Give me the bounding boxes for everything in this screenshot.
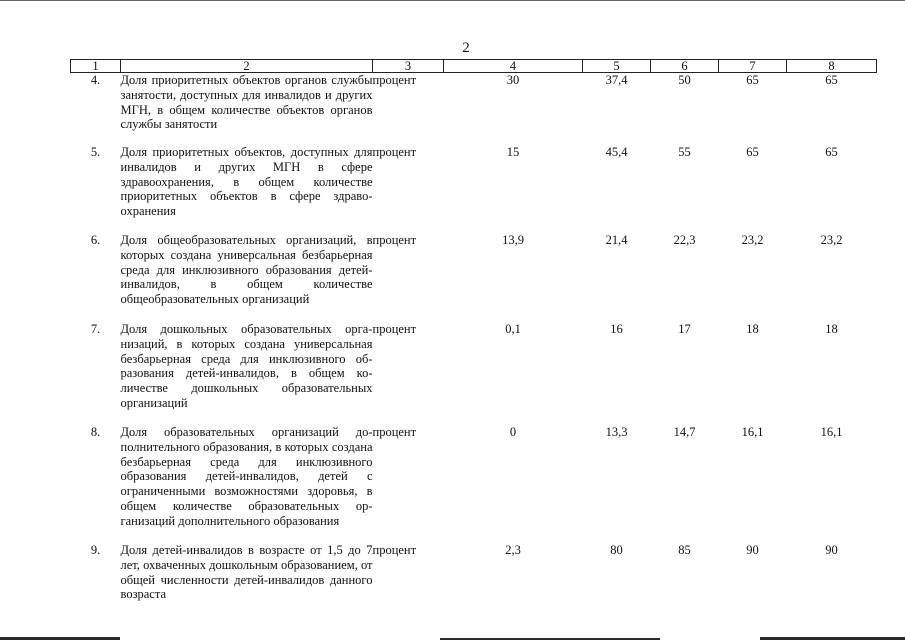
- value-cell: 65: [746, 73, 759, 87]
- table-row: [71, 73, 877, 146]
- value-cell: 16: [610, 322, 623, 336]
- value-cell: 30: [506, 73, 520, 87]
- unit-of-measure: процент: [372, 233, 417, 247]
- value-cell: 13,3: [605, 425, 628, 439]
- indicator-description: Доля приоритетных объектов органов службы занятости, доступных для инвалидов и других МГН, в общем количестве объектов органов службы занятости: [120, 73, 373, 132]
- value-cell: 18: [825, 322, 838, 336]
- value-cell: 0: [509, 425, 517, 439]
- row-number: 9.: [90, 543, 101, 557]
- unit-of-measure: процент: [372, 145, 417, 159]
- column-header: 6: [651, 60, 719, 73]
- value-cell: 90: [746, 543, 759, 557]
- value-cell: 65: [746, 145, 759, 159]
- unit-of-measure: процент: [372, 322, 417, 336]
- unit-of-measure: процент: [372, 543, 417, 557]
- column-header: 8: [787, 60, 877, 73]
- indicator-description: Доля общеобразовательных организаций, в которых создана универсальная безбарьерная среда для инклюзивного образования детей-инвалидов, в общем количестве общеобразовательных организаций: [120, 233, 373, 307]
- indicator-description: Доля приоритетных объектов, доступных для инвалидов и других МГН в сфере здравоохранения, в общем количестве приоритетных объектов в сфере здравоохранения: [120, 145, 373, 219]
- table-row: [71, 543, 877, 605]
- page-number: 2: [462, 40, 470, 56]
- table-row: [71, 233, 877, 322]
- column-header: 1: [71, 60, 121, 73]
- value-cell: 23,2: [741, 233, 764, 247]
- value-cell: 65: [825, 145, 838, 159]
- value-cell: 90: [825, 543, 838, 557]
- scan-edge-top: [0, 0, 905, 1]
- table-row: [71, 425, 877, 543]
- indicator-table: [70, 59, 877, 605]
- row-number: 4.: [90, 73, 101, 87]
- value-cell: 85: [678, 543, 691, 557]
- row-number: 5.: [90, 145, 101, 159]
- value-cell: 16,1: [741, 425, 764, 439]
- value-cell: 14,7: [673, 425, 696, 439]
- value-cell: 45,4: [605, 145, 628, 159]
- value-cell: 50: [678, 73, 691, 87]
- indicator-description: Доля детей-инвалидов в возрасте от 1,5 до 7 лет, охваченных дошкольным образованием, от общей численности детей-инвалидов данного возраста: [120, 543, 373, 602]
- value-cell: 22,3: [673, 233, 696, 247]
- column-header: 5: [583, 60, 651, 73]
- value-cell: 55: [678, 145, 691, 159]
- value-cell: 15: [506, 145, 520, 159]
- value-cell: 0,1: [505, 322, 521, 336]
- value-cell: 2,3: [505, 543, 521, 557]
- table-row: [71, 322, 877, 425]
- row-number: 7.: [90, 322, 101, 336]
- table-row: [71, 145, 877, 233]
- value-cell: 21,4: [605, 233, 628, 247]
- column-header: 7: [719, 60, 787, 73]
- column-header: 4: [444, 60, 583, 73]
- value-cell: 18: [746, 322, 759, 336]
- row-number: 8.: [90, 425, 101, 439]
- value-cell: 16,1: [820, 425, 843, 439]
- row-number: 6.: [90, 233, 101, 247]
- value-cell: 23,2: [820, 233, 843, 247]
- column-header: 2: [121, 60, 373, 73]
- value-cell: 13,9: [502, 233, 524, 247]
- column-number-header: [71, 60, 877, 73]
- indicator-description: Доля дошкольных образовательных организаций, в которых создана универсальная безбарьерная среда для инклюзивного образования детей-инвалидов, в общем количестве дошкольных образовательных организаций: [120, 322, 373, 410]
- value-cell: 65: [825, 73, 838, 87]
- value-cell: 37,4: [605, 73, 628, 87]
- indicator-description: Доля образовательных организаций дополнительного образования, в которых создана безбарьерная среда для инклюзивного образования детей-инвалидов, детей с ограниченными возможностями здоровья, в общем количестве образовательных организаций дополнительного образования: [120, 425, 373, 528]
- unit-of-measure: процент: [372, 73, 417, 87]
- column-header: 3: [373, 60, 444, 73]
- value-cell: 17: [678, 322, 691, 336]
- unit-of-measure: процент: [372, 425, 417, 439]
- value-cell: 80: [610, 543, 623, 557]
